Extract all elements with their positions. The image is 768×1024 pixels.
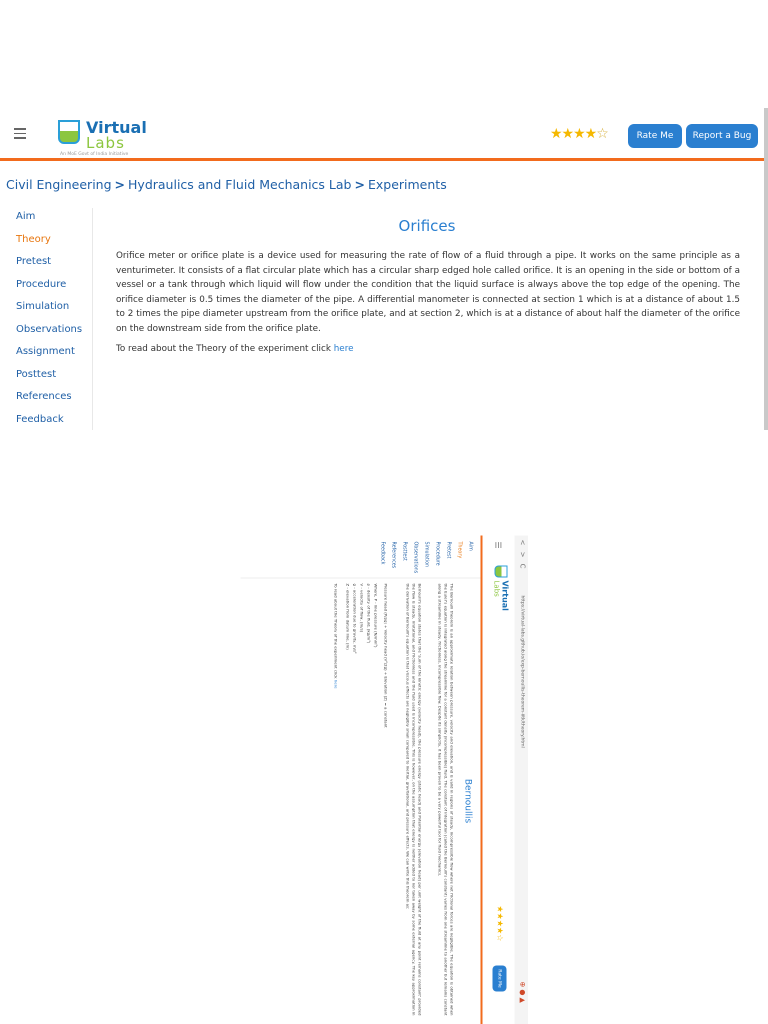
browser-url[interactable]: https://virtual-labs.github.io/exp-bernoullis-theorem-iitk/theory.html — [519, 595, 524, 748]
page-title: Orifices — [398, 217, 456, 235]
breadcrumb-experiments[interactable]: Experiments — [367, 177, 447, 192]
rate-me-button[interactable]: Rate Me — [628, 124, 682, 148]
theory-paragraph: Bernoulli's equation states that the 'sum of the kinetic energy (velocity head), the pressure energy (static head) and Potential energy (elevation head) per unit weight of the fluid at any point remains constant' provided the flow is steady, irrotational, and frictionless and the fluid used is incompressible. This is however, on the assumption that energy is neither added to nor taken away by some external agency. The key approximation in the derivation of Bernoulli's equation is that viscous effects are negligibly small compared to inertial, gravitational, and pressure effects. We can write this theorem as: — [404, 583, 422, 1015]
virtual-labs-logo[interactable] — [56, 114, 147, 162]
browser-extension-icons: ⊕●▲ — [518, 981, 526, 1005]
hamburger-menu-icon[interactable]: ☰ — [493, 541, 502, 549]
where-line: Z - elevation from datum line, (m) — [345, 583, 350, 650]
browser-nav-icons[interactable]: < > C — [518, 539, 526, 571]
breadcrumb-civil-engineering[interactable]: Civil Engineering — [6, 177, 112, 192]
theory-paragraph: The Bernoulli theorem is an approximate relation between pressure, velocity and elevation, and is valid in regions of steady, incompressible flow where net frictional forces are negligible. The equation is obtained when the Euler's equation is integrated along the streamline for a constant density (incompressible) fluid. The constant of integration (called the Bernoulli's constant) varies from one streamline to another but remains constant along a streamline in steady, frictionless, incompressible flow. Despite its simplicity, it has been proven to be a very powerful tool for fluid mechanics. — [436, 583, 454, 1015]
read-more-text: To read about the Theory of the experiment click — [116, 344, 331, 354]
where-line: Where, P - line pressure (N/mm²) — [373, 583, 378, 648]
hamburger-menu-icon[interactable] — [14, 128, 26, 138]
sidebar-item-aim[interactable]: Aim — [16, 211, 36, 222]
breadcrumb-separator: > — [354, 177, 365, 192]
report-bug-button[interactable]: Report a Bug — [686, 124, 758, 148]
theory-page-screenshot — [0, 108, 768, 430]
sidebar-item-observations[interactable]: Observations — [412, 541, 417, 573]
breadcrumb-hydraulics-lab[interactable]: Hydraulics and Fluid Mechanics Lab — [128, 177, 352, 192]
rate-me-button[interactable]: Rate Me — [492, 965, 506, 991]
flask-icon — [494, 565, 507, 577]
where-line: ρ - density of the fluid, (kg/m³) — [366, 583, 371, 643]
header-divider — [0, 158, 764, 161]
sidebar-item-theory[interactable]: Theory — [16, 233, 51, 245]
sidebar-nav — [240, 535, 480, 578]
logo-title: Virtual — [500, 580, 509, 611]
read-more-text: To read about the Theory of the experiment click — [333, 583, 338, 679]
sidebar-item-feedback[interactable]: Feedback — [16, 413, 64, 425]
flask-icon — [58, 120, 80, 144]
read-more-link[interactable]: here — [333, 679, 338, 689]
sidebar-item-procedure[interactable]: Procedure — [434, 541, 439, 566]
sidebar-item-simulation[interactable]: Simulation — [423, 541, 428, 567]
where-line: g - acceleration due to gravity, m/s² — [352, 583, 357, 654]
read-more-line — [116, 344, 354, 354]
sidebar-item-pretest[interactable]: Pretest — [16, 256, 52, 267]
sidebar-item-assignment[interactable]: Assignment — [16, 346, 75, 357]
logo-subtitle: Labs — [86, 134, 125, 152]
read-more-line — [333, 583, 338, 688]
browser-address-bar — [513, 535, 528, 1024]
logo-tagline: An MoE Govt of India Initiative — [60, 152, 129, 157]
read-more-link[interactable]: here — [333, 344, 354, 354]
rotated-page — [240, 535, 528, 1024]
rotated-phone-screenshot — [240, 535, 528, 1024]
sidebar-item-pretest[interactable]: Pretest — [445, 541, 450, 558]
where-line: V - velocity of flow, (m/s) — [359, 583, 364, 632]
sidebar-item-posttest[interactable]: Posttest — [401, 541, 406, 561]
logo-subtitle: Labs — [492, 580, 500, 597]
breadcrumb — [6, 177, 447, 192]
logo-title: Virtual — [86, 118, 147, 137]
star-empty-icon: ☆ — [596, 126, 608, 142]
sidebar-item-posttest[interactable]: Posttest — [16, 368, 57, 380]
sidebar-item-references[interactable]: References — [390, 541, 395, 568]
header-divider — [480, 535, 482, 1024]
sidebar-nav — [16, 211, 82, 430]
star-filled-icon: ★★★★ — [550, 126, 597, 142]
theory-paragraph: Orifice meter or orifice plate is a device used for measuring the rate of flow of a fluid through a pipe. It works on the same principle as a venturimeter. It consists of a flat circular plate which has a circular sharp edged hole called orifice. It is an opening in the side or bottom of a vessel or a tank through which liquid will flow under the condition that the liquid surface is always above the top edge of the opening. The orifice diameter is 0.5 times the diameter of the pipe. A differential manometer is connected at section 1 which is at a distance of about 1.5 to 2 times the pipe diameter upstream from the orifice plate, and at section 2, which is at a distance of about half the diameter of the orifice on the downstream side from the orifice plate. — [116, 251, 740, 334]
scrollbar[interactable] — [764, 108, 768, 430]
rating-stars[interactable] — [550, 126, 608, 142]
rating-stars[interactable]: ★★★★☆ — [495, 905, 504, 941]
page-title: Bernoullis — [462, 778, 472, 823]
sidebar-divider — [92, 208, 93, 430]
sidebar-item-references[interactable]: References — [16, 391, 72, 402]
rotated-header — [482, 535, 514, 1024]
sidebar-item-observations[interactable]: Observations — [16, 323, 83, 335]
breadcrumb-separator: > — [114, 177, 126, 192]
sidebar-item-procedure[interactable]: Procedure — [16, 278, 67, 290]
sidebar-item-theory[interactable]: Theory — [456, 541, 461, 558]
virtual-labs-logo[interactable] — [484, 565, 510, 609]
equation-text: Pressure head (P/ρg) + Velocity head (V²/2g) + Elevation (Z) = a constant — [383, 583, 388, 728]
sidebar-item-feedback[interactable]: Feedback — [379, 541, 384, 564]
sidebar-item-aim[interactable]: Aim — [467, 541, 472, 551]
sidebar-item-simulation[interactable]: Simulation — [16, 301, 70, 312]
